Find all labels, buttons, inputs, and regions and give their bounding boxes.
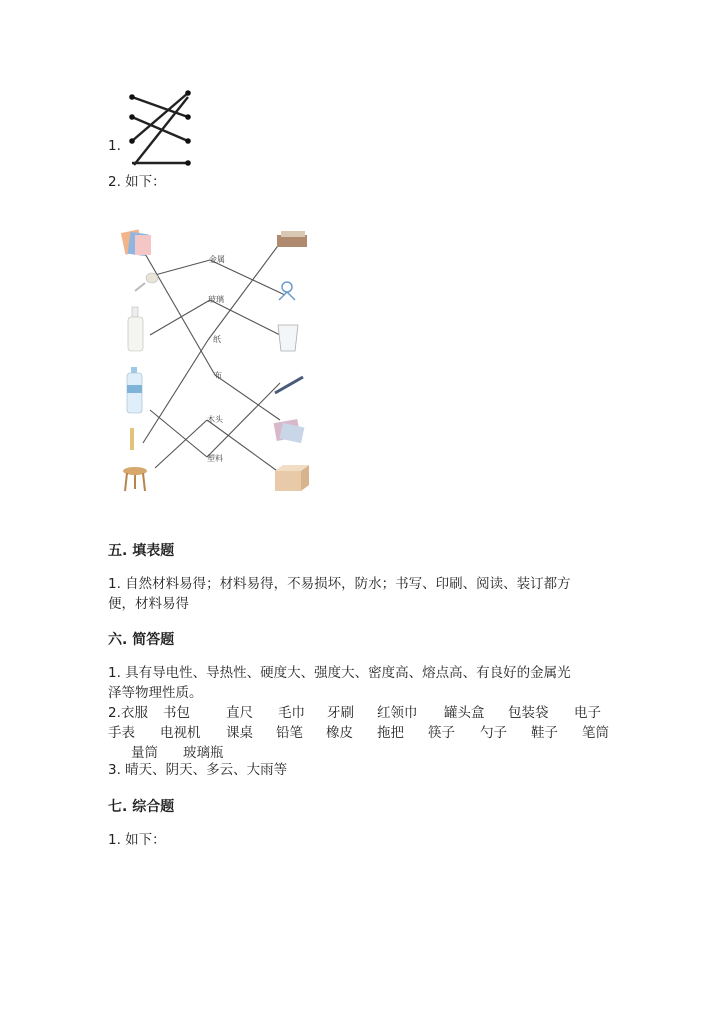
plastic-bottle-picture: [127, 367, 142, 413]
q2-prefix: 2.: [108, 705, 121, 721]
section-5-heading: 五. 填表题: [108, 543, 175, 559]
section-7-heading: 七. 综合题: [108, 799, 175, 815]
section-6-heading: 六. 简答题: [108, 632, 175, 648]
section-6-q3: 3. 晴天、阴天、多云、大雨等: [108, 762, 288, 778]
section-6-q1-line1: 1. 具有导电性、导热性、硬度大、强度大、密度高、熔点高、有良好的金属光: [108, 665, 571, 681]
word: 量筒: [131, 745, 158, 761]
dot: [185, 138, 191, 144]
word: 拖把: [377, 725, 404, 741]
word: 书包: [163, 705, 190, 721]
word: 鞋子: [531, 725, 558, 741]
dot: [185, 160, 191, 166]
word: 包装袋: [508, 705, 549, 721]
wooden-stool-picture: [123, 467, 147, 491]
word: 筷子: [428, 725, 455, 741]
word: 衣服: [121, 705, 148, 721]
word: 牙刷: [327, 705, 354, 721]
word: 毛巾: [278, 705, 305, 721]
answer-2-label: 2. 如下：: [108, 174, 166, 190]
section-6-q2-words: [108, 703, 628, 763]
material-label: 玻璃: [208, 295, 224, 304]
chopsticks-picture: [130, 428, 134, 450]
section-7-q1: 1. 如下：: [108, 832, 166, 848]
word: 玻璃瓶: [183, 745, 224, 761]
word: 课桌: [226, 725, 253, 741]
word: 电子: [574, 705, 601, 721]
dot: [185, 114, 191, 120]
dot: [185, 90, 191, 96]
glass-bottle-picture: [128, 307, 143, 351]
word: 直尺: [226, 705, 253, 721]
paper-stack-picture: [121, 229, 151, 256]
answer-1-label: 1.: [108, 138, 121, 154]
word: 电视机: [160, 725, 201, 741]
word: 勺子: [480, 725, 507, 741]
metal-pieces-picture: [277, 231, 307, 247]
word: 橡皮: [326, 725, 353, 741]
clip-picture: [279, 282, 295, 300]
glass-cup-picture: [278, 325, 298, 351]
line-matching-figure: [120, 85, 200, 170]
section-5-answer-line2: 便，材料易得: [108, 596, 189, 612]
material-label: 布: [214, 371, 222, 380]
word: 铅笔: [276, 725, 303, 741]
word: 罐头盒: [444, 705, 485, 721]
material-label: 纸: [213, 335, 221, 344]
spoon-picture: [135, 273, 158, 291]
word: 笔筒: [582, 725, 609, 741]
section-5-answer-line1: 1. 自然材料易得；材料易得，不易损坏，防水；书写、印刷、阅读、装订都方: [108, 576, 571, 592]
word: 手表: [108, 725, 135, 741]
material-label: 木头: [207, 415, 223, 424]
dot: [129, 94, 135, 100]
section-6-q1-line2: 泽等物理性质。: [108, 685, 203, 701]
material-label: 塑料: [207, 454, 223, 463]
material-label: 金属: [209, 255, 225, 264]
dot: [129, 114, 135, 120]
pen-picture: [275, 377, 303, 393]
fabric-picture: [274, 419, 305, 443]
dot: [129, 138, 135, 144]
wooden-box-picture: [275, 465, 309, 491]
match-line: [132, 117, 188, 141]
material-matching-figure: [115, 225, 320, 500]
word: 红领巾: [377, 705, 418, 721]
